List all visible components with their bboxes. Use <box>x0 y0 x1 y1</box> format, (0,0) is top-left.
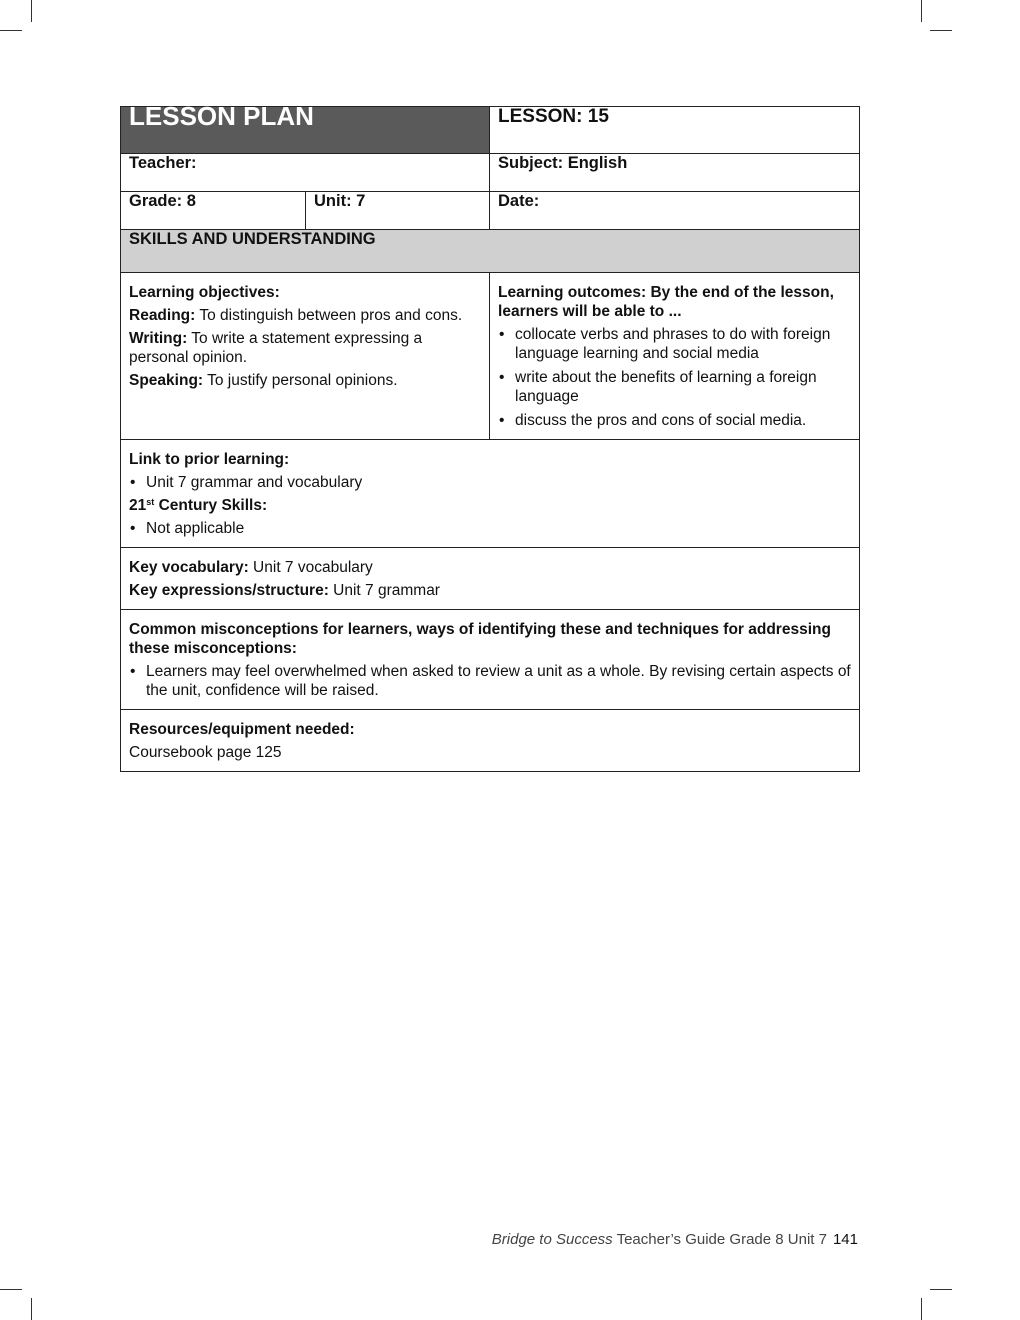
objectives-heading: Learning objectives: <box>129 284 280 301</box>
outcomes-heading: Learning outcomes: By the end of the lesson, learners will be able to ... <box>498 284 834 320</box>
key-expressions-label: Key expressions/structure: <box>129 582 329 599</box>
key-vocabulary-label: Key vocabulary: <box>129 559 249 576</box>
page-footer <box>492 1231 858 1248</box>
century-label: Century Skills: <box>154 497 268 514</box>
learning-objectives-cell <box>121 273 490 440</box>
outcome-item: • collocate verbs and phrases to do with foreign language learning and social media <box>498 325 851 363</box>
vocabulary-cell <box>121 548 860 610</box>
learning-outcomes-cell <box>490 273 860 440</box>
objective-label: Reading: <box>129 307 196 324</box>
outcome-item: • discuss the pros and cons of social media. <box>498 411 851 430</box>
lesson-number: LESSON: 15 <box>490 107 860 154</box>
key-expressions-value: Unit 7 grammar <box>328 582 440 599</box>
lesson-plan-title: LESSON PLAN <box>121 107 490 154</box>
objective-writing <box>129 329 481 367</box>
outcome-item: • write about the benefits of learning a foreign language <box>498 368 851 406</box>
objective-text: To distinguish between pros and cons. <box>195 307 463 324</box>
guide-title: Teacher’s Guide Grade 8 Unit 7 <box>612 1231 827 1248</box>
objective-reading <box>129 306 481 325</box>
century-skills-heading <box>129 496 851 515</box>
date-field: Date: <box>490 192 860 230</box>
resources-cell <box>121 710 860 772</box>
crop-mark <box>31 0 32 22</box>
teacher-field: Teacher: <box>121 154 490 192</box>
series-title: Bridge to Success <box>491 1231 613 1248</box>
crop-mark <box>921 1298 922 1320</box>
crop-mark <box>930 1289 952 1290</box>
objective-text: To write a statement expressing a personal opinion. <box>129 330 423 366</box>
unit-field: Unit: 7 <box>306 192 490 230</box>
objective-label: Speaking: <box>129 372 204 389</box>
grade-field: Grade: 8 <box>121 192 306 230</box>
key-vocabulary <box>129 558 851 577</box>
prior-learning-cell <box>121 440 860 548</box>
prior-learning-heading: Link to prior learning: <box>129 451 290 468</box>
crop-mark <box>0 30 22 31</box>
crop-mark <box>921 0 922 22</box>
century-suffix: st <box>146 497 155 507</box>
objective-text: To justify personal opinions. <box>203 372 398 389</box>
key-expressions <box>129 581 851 600</box>
century-number: 21 <box>129 497 147 514</box>
lesson-plan-table <box>120 101 860 772</box>
misconceptions-heading: Common misconceptions for learners, ways of identifying these and techniques for addressing these misconceptions: <box>129 621 831 657</box>
resources-heading: Resources/equipment needed: <box>129 721 355 738</box>
objective-speaking <box>129 371 481 390</box>
resources-value: Coursebook page 125 <box>129 744 282 761</box>
key-vocabulary-value: Unit 7 vocabulary <box>248 559 373 576</box>
crop-mark <box>0 1289 22 1290</box>
subject-field: Subject: English <box>490 154 860 192</box>
prior-learning-item: • Unit 7 grammar and vocabulary <box>129 473 851 492</box>
century-skills-item: • Not applicable <box>129 519 851 538</box>
objective-label: Writing: <box>129 330 188 347</box>
misconception-item: • Learners may feel overwhelmed when asked to review a unit as a whole. By revising certain aspects of the unit, confidence will be raised. <box>129 662 851 700</box>
crop-mark <box>31 1298 32 1320</box>
skills-heading: SKILLS AND UNDERSTANDING <box>121 230 860 273</box>
misconceptions-cell <box>121 610 860 710</box>
crop-mark <box>930 30 952 31</box>
page-number: 141 <box>832 1231 858 1248</box>
